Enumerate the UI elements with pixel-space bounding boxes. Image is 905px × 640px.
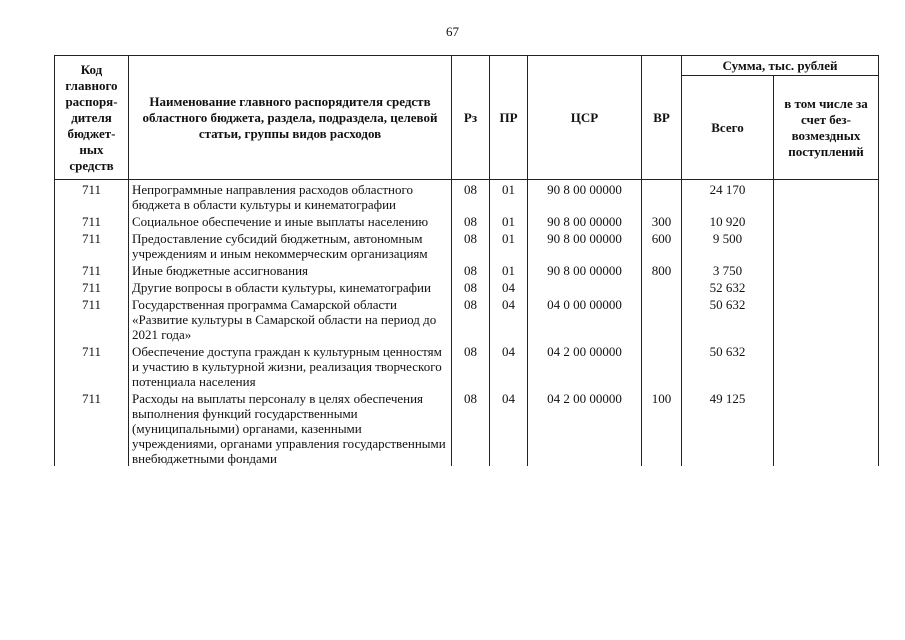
cell-free (774, 295, 879, 342)
cell-code: 711 (55, 295, 129, 342)
cell-rz: 08 (452, 389, 490, 466)
header-pr: ПР (490, 56, 528, 180)
cell-vr (642, 342, 682, 389)
cell-free (774, 342, 879, 389)
header-rz: Рз (452, 56, 490, 180)
cell-rz: 08 (452, 212, 490, 229)
cell-code: 711 (55, 180, 129, 213)
cell-rz: 08 (452, 278, 490, 295)
cell-rz: 08 (452, 261, 490, 278)
cell-total: 24 170 (682, 180, 774, 213)
cell-total: 10 920 (682, 212, 774, 229)
cell-total: 50 632 (682, 342, 774, 389)
cell-code: 711 (55, 261, 129, 278)
header-csr: ЦСР (528, 56, 642, 180)
cell-name: Предоставление субсидий бюджетным, автономным учреждениям и иным некоммерческим организациям (129, 229, 452, 261)
table-row (55, 278, 879, 295)
cell-pr: 01 (490, 212, 528, 229)
cell-csr: 90 8 00 00000 (528, 261, 642, 278)
cell-code: 711 (55, 278, 129, 295)
table-body (55, 180, 879, 467)
cell-vr: 300 (642, 212, 682, 229)
cell-code: 711 (55, 389, 129, 466)
cell-free (774, 389, 879, 466)
cell-name: Обеспечение доступа граждан к культурным ценностям и участию в культурной жизни, реализация творческого потенциала населения (129, 342, 452, 389)
cell-free (774, 212, 879, 229)
cell-code: 711 (55, 212, 129, 229)
table-row (55, 342, 879, 389)
cell-name: Социальное обеспечение и иные выплаты населению (129, 212, 452, 229)
cell-vr (642, 180, 682, 213)
cell-rz: 08 (452, 180, 490, 213)
cell-name: Другие вопросы в области культуры, кинематографии (129, 278, 452, 295)
cell-vr: 600 (642, 229, 682, 261)
cell-vr (642, 295, 682, 342)
cell-vr: 100 (642, 389, 682, 466)
cell-pr: 04 (490, 389, 528, 466)
header-name: Наименование главного распорядителя средств областного бюджета, раздела, подраздела, целевой статьи, группы видов расходов (129, 56, 452, 180)
header-total: Всего (682, 76, 774, 180)
table-row (55, 180, 879, 213)
cell-pr: 04 (490, 342, 528, 389)
cell-total: 9 500 (682, 229, 774, 261)
cell-pr: 01 (490, 180, 528, 213)
cell-csr: 90 8 00 00000 (528, 212, 642, 229)
cell-pr: 04 (490, 278, 528, 295)
cell-code: 711 (55, 342, 129, 389)
cell-pr: 01 (490, 261, 528, 278)
table-header (55, 56, 879, 180)
cell-csr (528, 278, 642, 295)
cell-free (774, 261, 879, 278)
cell-name: Иные бюджетные ассигнования (129, 261, 452, 278)
cell-free (774, 229, 879, 261)
cell-csr: 04 0 00 00000 (528, 295, 642, 342)
budget-table (54, 55, 879, 466)
header-code: Код главного распоря-дителя бюджет-ных средств (55, 56, 129, 180)
cell-pr: 04 (490, 295, 528, 342)
cell-csr: 90 8 00 00000 (528, 180, 642, 213)
cell-free (774, 278, 879, 295)
table-row (55, 261, 879, 278)
cell-vr: 800 (642, 261, 682, 278)
header-sum-group: Сумма, тыс. рублей (682, 56, 879, 76)
table-row (55, 229, 879, 261)
cell-name: Государственная программа Самарской области «Развитие культуры в Самарской области на период до 2021 года» (129, 295, 452, 342)
cell-code: 711 (55, 229, 129, 261)
cell-total: 52 632 (682, 278, 774, 295)
header-vr: ВР (642, 56, 682, 180)
cell-csr: 04 2 00 00000 (528, 389, 642, 466)
cell-free (774, 180, 879, 213)
cell-name: Непрограммные направления расходов областного бюджета в области культуры и кинематографии (129, 180, 452, 213)
cell-total: 3 750 (682, 261, 774, 278)
cell-csr: 90 8 00 00000 (528, 229, 642, 261)
cell-csr: 04 2 00 00000 (528, 342, 642, 389)
cell-rz: 08 (452, 295, 490, 342)
cell-rz: 08 (452, 342, 490, 389)
page-number: 67 (446, 24, 459, 39)
cell-vr (642, 278, 682, 295)
table-row (55, 295, 879, 342)
cell-name: Расходы на выплаты персоналу в целях обеспечения выполнения функций государственными (муниципальными) органами, казенными учреждениями, органами управления государственными внебюджетными фондами (129, 389, 452, 466)
table-row (55, 389, 879, 466)
cell-total: 50 632 (682, 295, 774, 342)
table-row (55, 212, 879, 229)
header-free-receipts: в том числе за счет без-возмездных поступлений (774, 76, 879, 180)
cell-total: 49 125 (682, 389, 774, 466)
cell-rz: 08 (452, 229, 490, 261)
cell-pr: 01 (490, 229, 528, 261)
